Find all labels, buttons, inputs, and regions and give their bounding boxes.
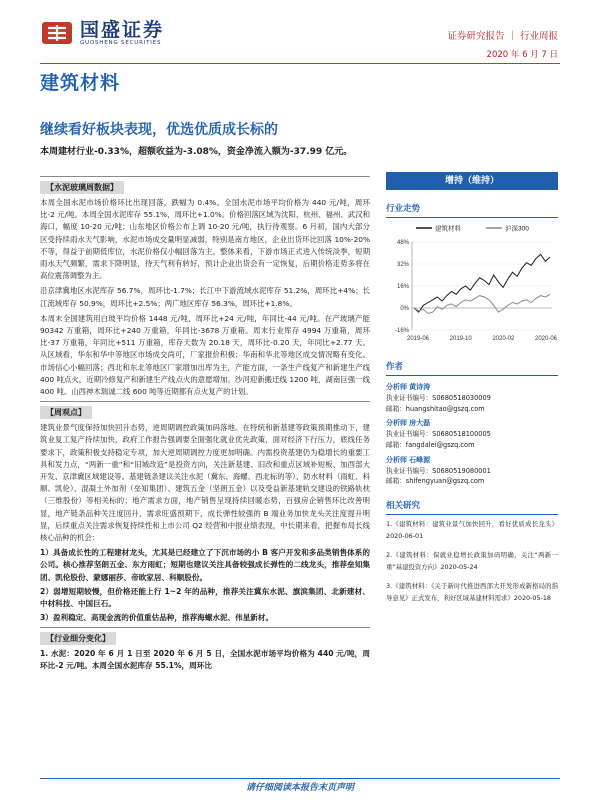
trend-chart <box>386 218 558 348</box>
y-tick-label: 0% <box>400 306 409 312</box>
section-divider <box>40 401 370 402</box>
analyst-email: 邮箱：shifengyuan@gszq.com <box>386 477 485 486</box>
analysts-heading: 作者 <box>386 360 558 376</box>
recommendation-point: 2）弱增短期较慢，但价格还能上行 1~2 年的品种，推荐关注冀东水泥、旗滨集团、北新建材、中材科技、中国巨石。 <box>40 586 370 609</box>
paragraph: 本周全国水泥市场价格环比出现回落，跌幅为 0.4%。全国水泥市场平均价格为 440 元/吨，周环比-2 元/吨。本周全国水泥库存 55.1%，周环比+1.0%。价格回落区域为沈阳、杭州、福州、武汉和海口，幅度 10-20 元/吨；山东地区价格公布上调 10-20 元/吨，执行待观察。6 月初，国内大部分区受持续雨水天气影响，水泥市场成交量明显减弱，特别是南方地区，企业出货环比回落 10%-20%不等，得益于前期低库位，水泥价格仅小幅回落为主。整体来看，下游市场正式进入传统淡季，短期雨水天气频繁，需求下降明显，待天气利有转好，预计企业出货会有一定恢复，后期价格走势多将在高位震荡调整为主。 <box>40 198 370 281</box>
legend-label: 沪深300 <box>505 225 529 233</box>
footer-divider <box>40 778 560 779</box>
analyst-email: 邮箱：huangshitao@gszq.com <box>386 404 485 413</box>
y-tick-label: 48% <box>396 240 409 246</box>
footer-disclaimer: 请仔细阅读本报告末页声明 <box>245 783 354 793</box>
x-tick-label: 2020-06 <box>534 336 558 342</box>
x-tick-label: 2019-06 <box>406 336 430 342</box>
logo-icon <box>40 19 74 47</box>
page-title: 建筑材料 <box>40 72 121 94</box>
analyst-name: 石峰源 <box>409 455 431 464</box>
logo-english: GUOSHENG SECURITIES <box>80 40 162 46</box>
x-tick-label: 2019-10 <box>449 336 472 342</box>
analyst-list <box>386 382 558 487</box>
analyst-role: 分析师 <box>386 383 407 391</box>
analyst-cert: 执业证书编号：S0680518030009 <box>386 393 491 402</box>
legend-label: 建筑材料 <box>435 225 461 233</box>
section-heading: 【行业细分变化】 <box>40 632 116 645</box>
trend-heading: 行业走势 <box>386 202 558 218</box>
report-date: 2020 年 6 月 7 日 <box>486 50 558 60</box>
paragraph: 本周末全国建筑用白玻平均价格 1448 元/吨，周环比+24 元/吨，年同比-44 元/吨。在产玻璃产能 90342 万重箱，周环比+240 万重箱，年同比-3678 万重箱。周末行业库存 4994 万重箱，周环比-37 万重箱，年同比+511 万重箱，库存天数为 20.18 天，周环比-0.20 天，年同比+2.77 天。从区域看，华东和华中等地区市场成交尚可，厂家报价积极；华南和华北等地区成交情况略有变化。市场信心小幅回落；西北和东北等地区厂家增加出库为主，产能方面，一条生产线复产和新建生产线 400 吨点火，近期冷修复产和新建生产线点火的意愿增加。沙河迎新搬迁线 1200 吨，湖南巨强一线 400 吨。山西神木瑞诚二线 600 吨等近期都有点火复产的计划。 <box>40 313 370 397</box>
related-report-link[interactable]: 3.《建筑材料：《关于新时代推进西部大开发形成新格局的指导意见》正式发布，利好区域基建材料需求》2020-05-18 <box>386 582 558 602</box>
paragraph: 沿京津冀地区水泥库存 56.7%，周环比-1.7%；长江中下游流域水泥库存 51.2%，周环比+4%；长江流域库存 50.9%，周环比+2.5%；两广地区库存 56.3%，周环比+1.8%。 <box>40 286 370 308</box>
header-divider <box>40 63 560 64</box>
main-content <box>40 176 370 674</box>
paragraph: 1. 水泥：2020 年 6 月 1 日至 2020 年 6 月 5 日，全国水泥市场平均价格为 440 元/吨，周环比-2 元/吨。本周全国水泥库存 55.1%，周环比 <box>40 648 370 670</box>
series-line <box>414 294 550 313</box>
rating-badge: 增持（维持） <box>386 172 558 190</box>
analyst-role: 分析师 <box>386 455 407 464</box>
related-report-link[interactable]: 2.《建筑材料：保就业稳增长政策加码明确，关注“两新一重”基建投资方向》2020-05-24 <box>386 551 558 571</box>
analyst-role: 分析师 <box>386 419 407 428</box>
report-subtitle: 继续看好板块表现，优选优质成长标的 <box>40 122 278 138</box>
analyst-entry <box>386 418 558 450</box>
analyst-name: 黄诗涛 <box>409 383 431 391</box>
paragraph: 建筑业景气度保持加快回升态势，逆周期调控政策加码落地。在特统和新基建等政策预期推动下，建筑业复工复产持续加快，政府工作报告强调要全面强化就业优先政策，面对经济下行压力，底线任务要求下，政策积极支持稳定专项，加大逆周期调控力度更加明确。内需投资基建仍为稳增长的重要工具和发力点，“两新一重”和“旧城改造”是投资方向，关注新基建、旧改和重点区域补短板、加西部大开发、京津冀区域建设等。基建链条建议关注水泥（冀东、海螺、西北标的等）、防水材料（雨虹、科顺、凯伦）、混凝土外加剂（垒知集团）、建筑五金（坚朗五金）以及受益新基建轨交建设的铁路轨枕（三维股份）等相关标的；地产需求方面，地产销售呈现持续回暖态势，百强房企销售环比改善明显，地产链条品种关注度回升，需求旺盛预期下，成长弹性较强的 B 端业务加快龙头关注度提升明显，后续重点关注需求恢复持续性和上市公司 Q2 经营和中报业绩表现，中长期来看，把握布局长线核心品种的机会： <box>40 423 370 543</box>
logo-text: 国盛证券 <box>80 19 165 41</box>
section-heading: 【水泥玻璃周数据】 <box>40 181 124 194</box>
y-tick-label: 32% <box>396 262 409 268</box>
related-report-link[interactable]: 1.《建筑材料：建筑业景气加快回升，看好优质成长龙头》2020-06-01 <box>386 520 558 540</box>
weekly-summary: 本周建材行业-0.33%，超额收益为-3.08%，资金净流入额为-37.99 亿元。 <box>40 147 353 157</box>
sidebar <box>386 172 558 612</box>
y-tick-label: 16% <box>396 284 409 290</box>
section-heading: 【周观点】 <box>40 406 92 419</box>
analyst-entry <box>386 382 558 414</box>
recommendation-point: 3）盈利稳定、高现金流的价值重估品种，推荐海螺水泥、伟星新材。 <box>40 613 274 623</box>
related-list <box>386 519 558 604</box>
x-tick-label: 2020-02 <box>492 336 515 342</box>
analyst-entry <box>386 455 558 487</box>
series-line <box>414 254 550 312</box>
analyst-email: 邮箱：fangdalei@gszq.com <box>386 440 475 449</box>
analyst-cert: 执业证书编号：S0680518100005 <box>386 430 491 439</box>
analyst-name: 房大磊 <box>409 419 431 428</box>
related-heading: 相关研究 <box>386 499 558 515</box>
analyst-cert: 执业证书编号：S0680519080001 <box>386 466 491 475</box>
trend-chart-svg <box>386 218 558 348</box>
y-tick-label: -16% <box>394 328 409 334</box>
section-divider <box>40 627 370 628</box>
section-divider <box>40 176 370 177</box>
recommendation-point: 1）具备成长性的工程建材龙头，尤其是已经建立了下沉市场的小 B 客户开发和多品类销售体系的公司。核心推荐坚朗五金、东方雨虹；短期也建议关注具备较强成长弹性的二线龙头，推荐垒知集团、凯伦股份、蒙娜丽莎、帝欧家居、科顺股份。 <box>40 548 370 582</box>
brand-logo <box>40 19 164 47</box>
report-type: 证券研究报告 ｜ 行业周报 <box>447 31 558 42</box>
